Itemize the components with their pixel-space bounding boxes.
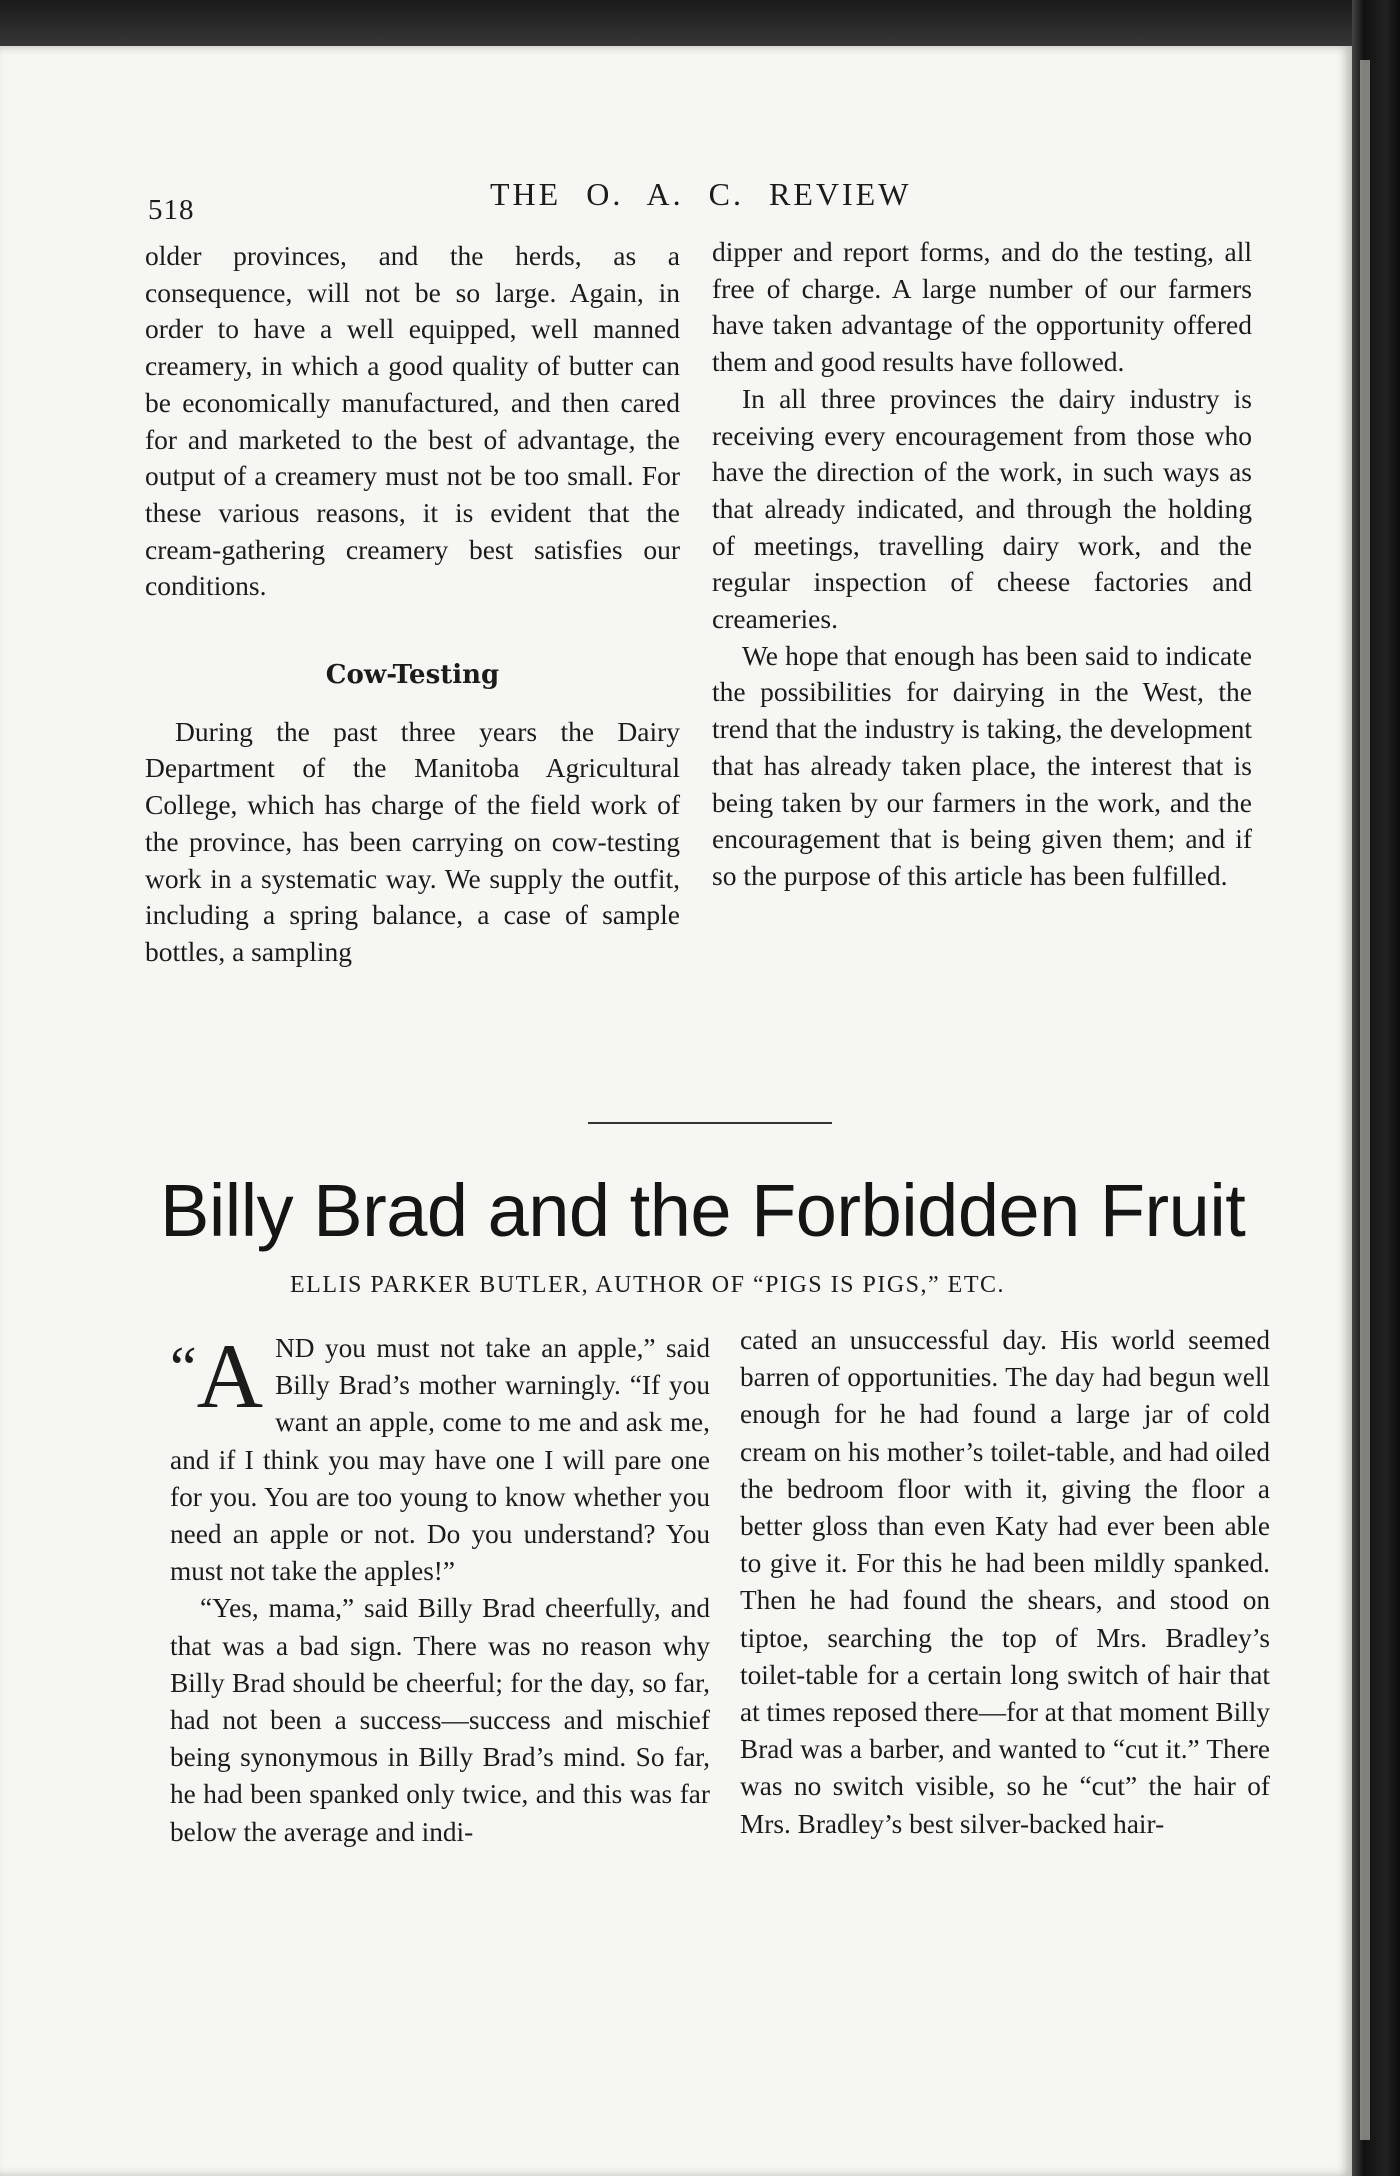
- paragraph: dipper and report forms, and do the testing, all free of charge. A large number of our farmers have taken advantage of the opportunity offered them and good results have followed.: [712, 236, 1252, 378]
- drop-cap-letter: A: [196, 1325, 264, 1427]
- section-divider: [588, 1122, 832, 1124]
- article1-column-left: [145, 238, 680, 971]
- scan-top-border: [0, 0, 1400, 52]
- paragraph-text: ND you must not take an apple,” said Billy Brad’s mother warningly. “If you want an apple, come to me and ask me, and if I think you may have one I will pare one for you. You are too young to know whether you need an apple or not. Do you understand? You must not take the apples!”: [170, 1333, 710, 1587]
- book-edge: [1352, 0, 1400, 2176]
- page-edge-sliver: [1360, 60, 1370, 2140]
- paragraph: cated an unsuccessful day. His world seemed barren of opportunities. The day had begun well enough for he had found a large jar of cold cream on his mother’s toilet-table, and had oiled the bedroom floor with it, giving the floor a better gloss than even Katy had ever been able to give it. For this he had been mildly spanked. Then he had found the shears, and stood on tiptoe, searching the top of Mrs. Bradley’s toilet-table for a certain long switch of hair that at times reposed there—for at that moment Billy Brad was a barber, and wanted to “cut it.” There was no switch visible, so he “cut” the hair of Mrs. Bradley’s best silver-backed hair-: [740, 1325, 1270, 1839]
- section-subhead: Cow-Testing: [325, 660, 500, 691]
- article1-column-right: [712, 234, 1252, 895]
- article-byline: ELLIS PARKER BUTLER, AUTHOR OF “PIGS IS PIGS,” ETC.: [290, 1272, 1005, 1298]
- paragraph: “Yes, mama,” said Billy Brad cheerfully, and that was a bad sign. There was no reason why Billy Brad should be cheerful; for the day, so far, had not been a success—success and mischief being synonymous in Billy Brad’s mind. So far, he had been spanked only twice, and this was far below the average and indi-: [170, 1593, 710, 1847]
- page-header: [0, 176, 1352, 226]
- paragraph: older provinces, and the herds, as a consequence, will not be so large. Again, in order to have a well equipped, well manned creamery, in which a good quality of butter can be economically manufactured, and then cared for and marketed to the best of advantage, the output of a creamery must not be too small. For these various reasons, it is evident that the cream-gathering creamery best satisfies our conditions.: [145, 240, 680, 602]
- paragraph: In all three provinces the dairy industry is receiving every encouragement from those who have the direction of the work, in such ways as that already indicated, and through the holding of meetings, travelling dairy work, and the regular inspection of cheese factories and creameries.: [712, 382, 1252, 635]
- running-head: THE O. A. C. REVIEW: [490, 176, 912, 212]
- paragraph: During the past three years the Dairy Department of the Manitoba Agricultural College, which has charge of the field work of the province, has been carrying on cow-testing work in a systematic way. We supply the outfit, including a spring balance, a case of sample bottles, a sampling: [145, 715, 680, 967]
- article2-column-right: [740, 1322, 1270, 1843]
- drop-cap: [170, 1325, 264, 1427]
- article2-column-left: [170, 1325, 710, 1851]
- drop-cap-quote: “: [170, 1335, 197, 1401]
- page-number: 518: [148, 194, 195, 226]
- opening-paragraph: [170, 1325, 710, 1590]
- article-title: Billy Brad and the Forbidden Fruit: [160, 1169, 1246, 1252]
- paragraph: We hope that enough has been said to indicate the possibilities for dairying in the West, the trend that the industry is taking, the development that has already taken place, the interest that is being taken by our farmers in the work, and the encouragement that is being given them; and if so the purpose of this article has been fulfilled.: [712, 639, 1252, 891]
